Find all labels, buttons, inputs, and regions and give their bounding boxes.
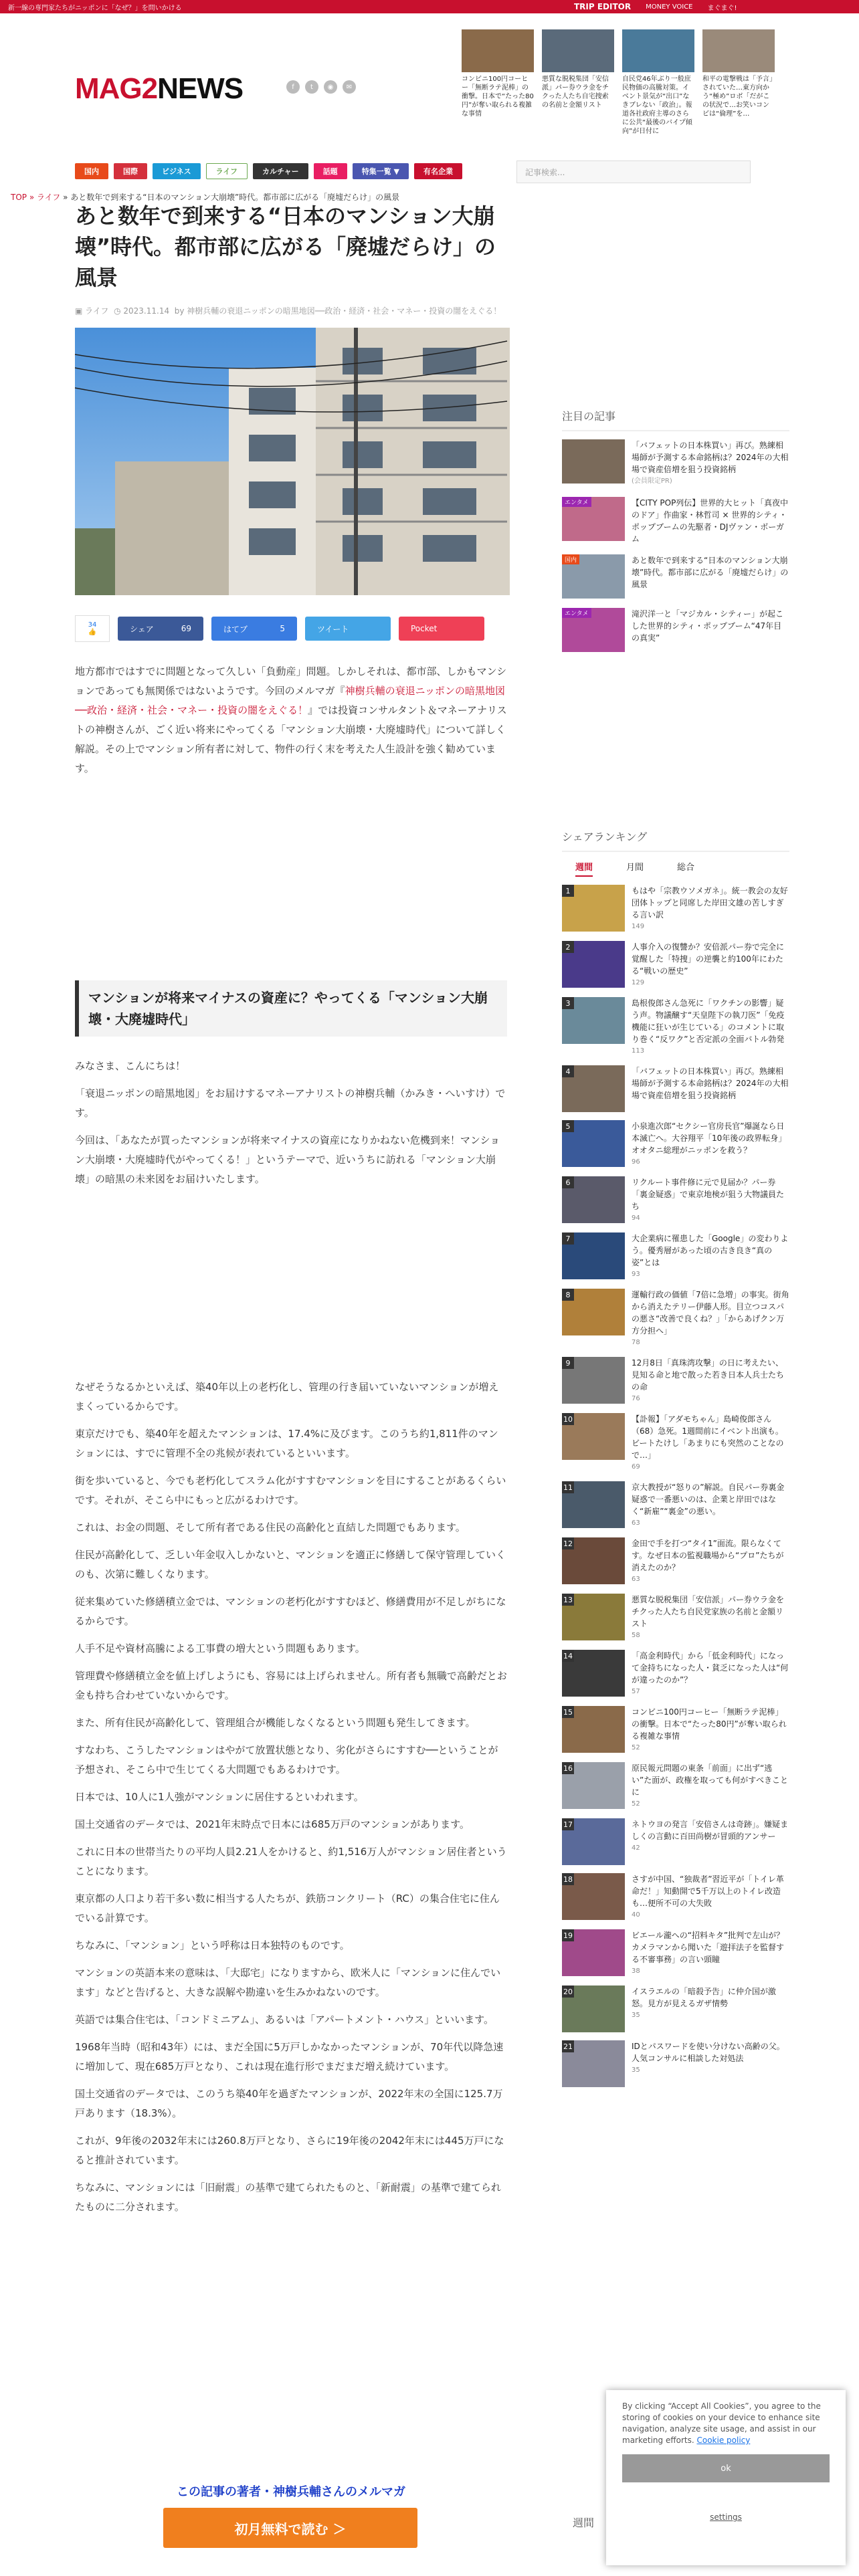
share-count-label: 52 [632,1744,640,1751]
share-count-label: 76 [632,1395,640,1402]
attention-thumbnail[interactable] [562,608,625,652]
breadcrumb-current: あと数年で到来する“日本のマンション大崩壊”時代。都市部に広がる「廃墟だらけ」の風景 [70,193,400,202]
ranking-text[interactable] [632,1537,789,1586]
attention-sub: (会員限定PR) [632,477,672,485]
share-count-label: 35 [632,2012,640,2019]
ranking-thumbnail[interactable] [562,1818,625,1865]
ranking-text[interactable] [632,2040,789,2087]
attention-title[interactable] [632,439,789,488]
attention-item[interactable] [562,439,789,488]
attention-thumbnail[interactable] [562,439,625,484]
twitter-icon[interactable]: t [305,80,318,94]
share-count: 5 [280,624,285,633]
ranking-title[interactable]: IDとパスワードを使い分けない高齢の父。人気コンサルに相談した対処法 [632,2042,785,2063]
ranking-title[interactable]: 京大教授が“怒りの”解説。自民パー券裏金疑惑で一番悪いのは、企業と岸田ではなく“新雇”“裏金”の悪い。 [632,1483,785,1516]
ranking-item[interactable] [562,1537,789,1586]
rank-number: 4 [562,1065,574,1077]
ranking-thumbnail[interactable] [562,1706,625,1753]
attention-title[interactable] [632,554,789,599]
nav-item[interactable]: ビジネス [153,163,201,179]
nav-item[interactable]: 国内 [75,163,108,179]
ranking-item[interactable] [562,1985,789,2032]
ranking-thumbnail[interactable] [562,1537,625,1584]
cookie-text: By clicking “Accept All Cookies”, you agree to the storing of cookies on your device to enhance site navigation, analyze site usage, and assist in our marketing efforts. Cookie policy [622,2401,821,2445]
ranking-item[interactable] [562,1232,789,1281]
nav-item[interactable]: ライフ [206,163,248,179]
ranking-title: シェアランキング [562,829,789,852]
category-nav [75,163,462,179]
share-count-label: 69 [632,1463,640,1471]
share-count: 69 [181,624,191,633]
ranking-thumbnail[interactable] [562,1120,625,1167]
ranking-item[interactable] [562,1065,789,1112]
ranking-title[interactable]: 人事介入の復讐か？安倍派パー券で完全に覚醒した「特捜」の逆襲と約100年にわたる“戦いの歴史” [632,942,785,976]
meta-category[interactable]: ライフ [85,306,109,316]
ranking-title[interactable]: 原民報元問題の東条「前面」に出ず“逃い”た面が、政権を取っても何がすべきことに [632,1763,788,1797]
ranking-title[interactable]: 島根俊郎さん急死に「ワクチンの影響」疑う声。物議醸す“天皇陛下の執刀医”「免疫機能に狂いが生じている」のコメントに取り巻く“反ワク”と否定派の全面バトル勃発 [632,998,785,1044]
category-badge: エンタメ [562,608,591,618]
body-paragraph: 国土交通省のデータでは、2021年末時点で日本には685万戸のマンションがあります。 [75,1818,470,1830]
body-paragraph: また、所有住民が高齢化して、管理組合が機能しなくなるという問題も発生してきます。 [75,1717,476,1729]
breadcrumb-top[interactable]: TOP [11,193,27,202]
share-count-label: 93 [632,1271,640,1278]
ranking-thumbnail[interactable] [562,1594,625,1640]
share-count-label: 38 [632,1967,640,1975]
ranking-tab[interactable]: 月間 [626,863,644,873]
ranking-thumbnail[interactable] [562,941,625,988]
body-paragraph: これが、9年後の2032年末には260.8万戸となり、さらに19年後の2042年末には445万戸になると推計されています。 [75,2135,504,2166]
share-button[interactable] [211,617,297,641]
rank-number: 19 [562,1929,574,1941]
ranking-text[interactable] [632,1120,789,1168]
attention-title[interactable] [632,608,789,652]
ranking-tabs [575,860,789,877]
header-articles [462,29,775,135]
article-body [75,662,507,778]
ranking-tab[interactable]: 週間 [575,860,593,877]
attention-title[interactable] [632,497,789,545]
header-article-title[interactable]: コンビニ100円コーヒー「無断ラテ泥棒」の衝撃。日本で“たった80円”が奪い取られる複雑な事情 [462,76,534,118]
article-body-part1 [75,1057,507,1189]
ranking-thumbnail[interactable] [562,2040,625,2087]
body-paragraph: 英語では集合住宅は、「コンドミニアム」、あるいは「アパートメント・ハウス」といいます。 [75,2014,494,2026]
body-paragraph: マンションの英語本来の意味は、「大邸宅」になりますから、欧米人に「マンションに住んでいます」などと告げると、大きな誤解や勘違いを生みかねないのです。 [75,1967,501,1998]
facebook-icon[interactable]: f [286,80,300,94]
ranking-item[interactable] [562,1120,789,1168]
intro-paragraph: 地方都市ではすでに問題となって久しい「負動産」問題。しかしそれは、都市部、しかもマンションであっても無関係ではないようです。今回のメルマガ『神樹兵輔の衰退ニッポンの暗黒地図──政治・経済・社会・マネー・投資の闇をえぐる！』では投資コンサルタント＆マネーアナリストの神樹さんが、ごく近い将来にやってくる「マンション大崩壊・大廃墟時代」について詳しく解説。その上でマンション所有者に対して、物件の行く末を考えた人生設計を強く勧めています。 [75,665,507,774]
body-paragraph: ちなみに、「マンション」という呼称は日本独特のものです。 [75,1939,350,1951]
ranking-item[interactable] [562,885,789,933]
rank-number: 15 [562,1706,574,1718]
share-count-label: 129 [632,979,645,986]
body-paragraph: 街を歩いていると、今でも老朽化してスラム化がすすむマンションを目にすることがあるくらいです。それが、そこら中にもっと広がるわけです。 [75,1475,506,1506]
header-article-title[interactable]: 悪質な脱税集団「安信派」パー券ウラ金をチクった人たち自宅捜索の名前と金額リスト [542,76,609,109]
ranking-text[interactable] [632,1762,789,1810]
ranking-text[interactable] [632,1176,789,1224]
ad-space-2 [75,1197,507,1358]
ranking-item[interactable] [562,1650,789,1698]
body-paragraph: 人手不足や資材高騰による工事費の増大という問題もあります。 [75,1642,365,1654]
ranking-thumbnail[interactable] [562,1985,625,2032]
body-paragraph: 日本では、10人に1人強がマンションに居住するといわれます。 [75,1791,364,1803]
cookie-banner [606,2390,846,2565]
page-title: あと数年で到来する“日本のマンション大崩壊”時代。都市部に広がる「廃墟だらけ」の風景 [75,203,496,290]
share-count-label: 94 [632,1214,640,1222]
article-main [75,201,507,2225]
ranking-title[interactable]: 小泉進次郎“セクシー官房長官”爆誕なら日本滅亡へ。大谷翔平「10年後の政界転身」オオタニ総理がニッポンを救う？ [632,1121,787,1155]
rank-number: 10 [562,1413,574,1425]
ranking-title[interactable]: 「高金利時代」から「低金利時代」になって金持ちになった人・貧乏になった人は“何が違ったのか”？ [632,1651,789,1685]
ranking-item[interactable] [562,1357,789,1405]
sidebar-ad [562,201,789,408]
ad-space [75,786,507,960]
ranking-thumbnail[interactable] [562,1650,625,1697]
ranking-text[interactable] [632,1065,789,1112]
body-paragraph: 管理費や修繕積立金を値上げしようにも、容易には上げられません。所有者も無職で高齢だとお金も持ち合わせていないからです。 [75,1670,507,1701]
ranking-text[interactable] [632,1706,789,1754]
ranking-text[interactable] [632,1594,789,1642]
attention-thumbnail[interactable] [562,554,625,599]
ranking-thumbnail[interactable] [562,1929,625,1976]
share-button[interactable] [305,617,391,641]
share-count-label: 63 [632,1576,640,1583]
ranking-item[interactable] [562,1929,789,1977]
body-paragraph: 東京だけでも、築40年を超えたマンションは、17.4%に及びます。このうち約1,811件のマンションには、すでに管理不全の兆候が表れているといいます。 [75,1428,498,1459]
ranking-item[interactable] [562,997,789,1057]
ranking-thumbnail[interactable] [562,1873,625,1920]
clock-icon: ◷ [114,306,124,316]
attention-text[interactable]: 「バフェットの日本株買い」再び。熟練相場師が予測する本命銘柄は？2024年の大相場で資産倍増を狙う投資銘柄 [632,441,789,474]
ranking-item[interactable] [562,1594,789,1642]
rank-number: 5 [562,1120,574,1132]
ranking-thumbnail[interactable] [562,1481,625,1528]
meta-date: 2023.11.14 [123,306,170,316]
like-counter[interactable]: 34 👍 [75,615,110,642]
folder-icon: ▣ [75,306,86,316]
rss-icon[interactable]: ◉ [324,80,337,94]
ranking-text[interactable] [632,1650,789,1698]
body-paragraph: ちなみに、マンションには「旧耐震」の基準で建てられたものと、「新耐震」の基準で建てられたものに二分されます。 [75,2181,501,2213]
ranking-title[interactable]: もはや「宗教ウソメガネ」。統一教会の友好団体トップと同席した岸田文雄の苦しすぎる言い訳 [632,886,788,920]
hero-image [75,328,507,595]
share-label: はてブ [223,624,248,634]
ranking-title[interactable]: イスラエルの「暗殺予告」に仲介国が激怒。見方が見えるガザ情勢 [632,1987,776,2008]
attention-item[interactable] [562,554,789,599]
article-thumbnail[interactable] [542,29,614,72]
attention-text[interactable]: あと数年で到来する“日本のマンション大崩壊”時代。都市部に広がる「廃墟だらけ」の風景 [632,556,789,589]
ranking-item[interactable] [562,941,789,989]
breadcrumb-category[interactable]: ライフ [37,193,61,202]
ranking-text[interactable] [632,1481,789,1529]
ranking-text[interactable] [632,1289,789,1349]
rank-number: 6 [562,1176,574,1188]
rank-number: 9 [562,1357,574,1369]
ranking-thumbnail[interactable] [562,885,625,932]
newsletter-link[interactable]: 神樹兵輔の衰退ニッポンの暗黒地図──政治・経済・社会・マネー・投資の闇をえぐる！ [75,685,506,716]
top-bar [0,0,859,13]
share-bar [75,615,507,642]
ranking-title[interactable]: リクルート事件修に元で見届か？パー券「裏金疑惑」で東京地検が狙う大物議員たち [632,1178,785,1211]
site-logo[interactable]: MAG2NEWS [75,72,244,105]
nav-item[interactable]: カルチャー [253,163,308,179]
ranking-list [562,885,789,2087]
ranking-thumbnail[interactable] [562,1176,625,1223]
ranking-item[interactable] [562,1413,789,1473]
nav-item[interactable]: 国際 [114,163,147,179]
ranking-text[interactable] [632,1357,789,1405]
body-paragraph: 「衰退ニッポンの暗黒地図」をお届けするマネーアナリストの神樹兵輔（かみき・へいすけ）です。 [75,1087,506,1119]
nav-item[interactable]: 話題 [314,163,347,179]
share-count-label: 113 [632,1047,645,1055]
ranking-thumbnail[interactable] [562,1413,625,1460]
rank-number: 11 [562,1481,574,1493]
ranking-text[interactable] [632,1232,789,1281]
ranking-item[interactable] [562,1481,789,1529]
rank-number: 12 [562,1537,574,1549]
share-button[interactable] [118,617,203,641]
meta-author[interactable]: by 神樹兵輔の衰退ニッポンの暗黒地図──政治・経済・社会・マネー・投資の闇をえぐる！ [174,306,502,316]
share-button[interactable] [399,617,484,641]
rank-number: 16 [562,1762,574,1774]
tagline: 新一線の専門家たちがニッポンに「なぜ？」を問いかける [8,4,182,12]
ranking-text[interactable] [632,997,789,1057]
article-body-part2 [75,1378,507,2217]
attention-item[interactable] [562,608,789,652]
header-article[interactable] [702,29,775,118]
rank-number: 7 [562,1232,574,1245]
ranking-text[interactable] [632,1985,789,2032]
share-count-label: 40 [632,1911,640,1919]
ranking-title[interactable]: コンビニ100円コーヒー「無断ラテ泥棒」の衝撃。日本で“たった80円”が奪い取られる複雑な事情 [632,1707,787,1741]
share-label: ツイート [317,624,349,634]
share-count-label: 78 [632,1339,640,1346]
body-paragraph: 住民が高齢化して、乏しい年金収入しかないと、マンションを適正に修繕して保守管理していくのも、次第に難しくなります。 [75,1549,506,1580]
body-paragraph: これは、お金の問題、そして所有者である住民の高齢化と直結した問題でもあります。 [75,1521,466,1533]
attention-text[interactable]: 【CITY POP列伝】世界的大ヒット「真夜中のドア」作曲家・林哲司 × 世界的シティ・ポップブームの先駆者・DJヴァン・ボーガム [632,498,788,544]
ranking-title[interactable]: さすが中国、“独裁者”習近平が「トイレ革命だ！」知動開で5千万以上のトイレ改造も…便所不可の大失敗 [632,1874,784,1908]
ranking-item[interactable] [562,1289,789,1349]
attention-thumbnail[interactable] [562,497,625,541]
ranking-title[interactable]: 12月8日「真珠湾攻撃」の日に考えたい、見知る命と地で散った若き日本人兵士たちの命 [632,1358,785,1392]
header [0,13,859,202]
trip-editor-link[interactable]: TRIP EDITOR [574,2,632,11]
ranking-item[interactable] [562,1176,789,1224]
article-thumbnail[interactable] [622,29,694,72]
body-paragraph: みなさま、こんにちは！ [75,1060,186,1072]
sidebar [562,201,789,2095]
subscribe-button[interactable]: 初月無料で読む ＞ [163,2508,417,2548]
ranking-title[interactable]: 【訃報】「アダモちゃん」島崎俊郎さん（68）急死。1週間前にイベント出演も。ビートたけし「あまりにも突然のことなので…」 [632,1414,784,1460]
share-label: Pocket [411,624,438,633]
sidebar-ad-2 [562,661,789,829]
rank-number: 13 [562,1594,574,1606]
ranking-item[interactable] [562,1762,789,1810]
cookie-policy-link[interactable]: Cookie policy [696,2436,751,2445]
share-count-label: 35 [632,2066,640,2074]
body-paragraph: 従来集めていた修繕積立金では、マンションの老朽化がすすむほど、修繕費用が不足しがちになるからです。 [75,1596,506,1627]
ranking-item[interactable] [562,1873,789,1921]
share-label: シェア [130,624,154,634]
ranking-thumbnail[interactable] [562,1289,625,1335]
apartment-photo [75,328,507,595]
cta-title: この記事の著者・神樹兵輔さんのメルマガ [177,2485,405,2499]
ranking-item[interactable] [562,1818,789,1865]
rank-number: 8 [562,1289,574,1301]
ranking-thumbnail[interactable] [562,1762,625,1809]
section-heading: マンションが将来マイナスの資産に？やってくる「マンション大崩壊・大廃墟時代」 [75,980,507,1037]
ranking-title[interactable]: 悪質な脱税集団「安信派」パー券ウラ金をチクった人たち自民党家族の名前と金額リスト [632,1595,785,1628]
attention-title: 注目の記事 [562,408,789,431]
ranking-text[interactable] [632,1413,789,1473]
top-links [574,0,737,13]
rank-number: 17 [562,1818,574,1830]
rank-number: 3 [562,997,574,1009]
rank-number: 20 [562,1985,574,1998]
header-article[interactable] [462,29,534,118]
share-count-label: 63 [632,1519,640,1527]
ranking-text[interactable] [632,885,789,933]
rank-number: 21 [562,2040,574,2052]
ranking-thumbnail[interactable] [562,1232,625,1279]
ranking-text[interactable] [632,1818,789,1865]
ranking-thumbnail[interactable] [562,997,625,1044]
ranking-thumbnail[interactable] [562,1357,625,1404]
money-voice-link[interactable]: MONEY VOICE [646,3,693,11]
article-thumbnail[interactable] [702,29,775,72]
ranking-item[interactable] [562,2040,789,2087]
body-paragraph: 今回は、「あなたが買ったマンションが将来マイナスの資産になりかねない危機到来！マンション大崩壊・大廃墟時代がやってくる！」というテーマで、近いうちに訪れる「マンション大崩壊」の暗黒の未来図をお届けいたします。 [75,1134,500,1185]
ranking-text[interactable] [632,941,789,989]
ranking-title[interactable]: 「バフェットの日本株買い」再び。熟練相場師が予測する本命銘柄は？2024年の大相場で資産倍増を狙う投資銘柄 [632,1067,789,1100]
body-paragraph: これに日本の世帯当たりの平均人員2.21人をかけると、約1,516万人がマンション居住者ということになります。 [75,1846,507,1877]
ranking-title[interactable]: ビエール瀧への“招料キタ”批判で左山が？カメラマンから聞いた「遊拝法子を監督する不審事務」の言い頭瞳 [632,1931,785,1964]
body-paragraph: 東京都の人口より若干多い数に相当する人たちが、鉄筋コンクリート（RC）の集合住宅に住んでいる計算です。 [75,1893,500,1924]
header-article[interactable] [542,29,614,111]
share-count-label: 58 [632,1632,640,1639]
rank-number: 2 [562,941,574,953]
ranking-thumbnail[interactable] [562,1065,625,1112]
body-paragraph: 1968年当時（昭和43年）には、まだ全国に5万戸しかなかったマンションが、70年代以降急速に増加して、現在685万戸となり、これは現在進行形でまだまだ増え続けています。 [75,2041,504,2072]
ranking-title[interactable]: 運輸行政の価値「7倍に急増」の事実。街角から消えたテリー伊藤人形。目立つコスパの悪さ“改善で良くね？」「からあげクン万方分担へ」 [632,1290,789,1335]
body-paragraph: 国土交通省のデータでは、このうち築40年を過ぎたマンションが、2022年末の全国に125.7万戸あります（18.3%）。 [75,2088,503,2119]
header-article-title[interactable]: 自民党46年ぶり一般庶民物価の高騰対策。イベント景気が“出口”なきブレない「政治」。報道各社政府主導のさらに公共“最後のバイプ傾向”が日付に [622,76,692,135]
ranking-text[interactable] [632,1873,789,1921]
category-badge: エンタメ [562,497,591,507]
social-icons [286,80,356,94]
attention-item[interactable] [562,497,789,545]
mail-icon[interactable]: ✉ [343,80,356,94]
cookie-ok-button[interactable]: ok [622,2454,830,2482]
share-count-label: 52 [632,1800,640,1808]
nav-item[interactable]: 特集一覧 ▼ [353,163,409,179]
ranking-title[interactable]: 金田で手を打つ“タイ1”面流。限らなくてす。なぜ日本の監視職場から“プロ”たちが消えたのか？ [632,1539,784,1572]
article-meta [75,302,507,320]
attention-list [562,439,789,652]
body-paragraph: なぜそうなるかといえば、築40年以上の老朽化し、管理の行き届いていないマンションが増えまくっているからです。 [75,1381,499,1412]
ranking-item[interactable] [562,1706,789,1754]
rank-number: 1 [562,885,574,897]
ranking-text[interactable] [632,1929,789,1977]
share-count-label: 149 [632,923,645,930]
breadcrumb: TOP » ライフ » あと数年で到来する“日本のマンション大崩壊”時代。都市部に広がる「廃墟だらけ」の風景 [11,193,400,202]
mag2-link[interactable]: まぐまぐ! [707,4,737,12]
rank-number: 18 [562,1873,574,1885]
header-article-title[interactable]: 和平の電撃戦は「予言」されていた…東方向かう“極め”ロボ「だがこの状況で…お笑いコンビは“倫理”を… [702,76,773,118]
ranking-tab[interactable]: 総合 [677,863,695,873]
nav-item[interactable]: 有名企業 [414,163,462,179]
ranking-title[interactable]: ネトウヨの発言「安倍さんは奇跡」。嫌疑ましくの言動に百田尚樹が冒頭的アンサー [632,1820,789,1841]
weekly-label: 週間 [573,2516,595,2529]
attention-text[interactable]: 滝沢洋一と「マジカル・シティー」が起こした世界的シティ・ポップブーム“47年目の真実” [632,609,784,643]
category-badge: 国内 [562,554,579,564]
cookie-settings-link[interactable]: settings [710,2512,742,2522]
rank-number: 14 [562,1650,574,1662]
body-paragraph: すなわち、こうしたマンションはやがて放置状態となり、劣化がさらにすすむ──ということが予想され、そこら中で生じてくる大問題でもあるわけです。 [75,1744,498,1776]
ranking-title[interactable]: 大企業病に罹患した「Google」の変わりよう。優秀層があった頃の古き良き“真の姿”とは [632,1234,789,1267]
share-count-label: 42 [632,1844,640,1852]
article-thumbnail[interactable] [462,29,534,72]
search-input[interactable]: 記事検索... [516,160,751,183]
share-count-label: 96 [632,1158,640,1166]
share-count-label: 57 [632,1688,640,1695]
header-article[interactable] [622,29,694,135]
